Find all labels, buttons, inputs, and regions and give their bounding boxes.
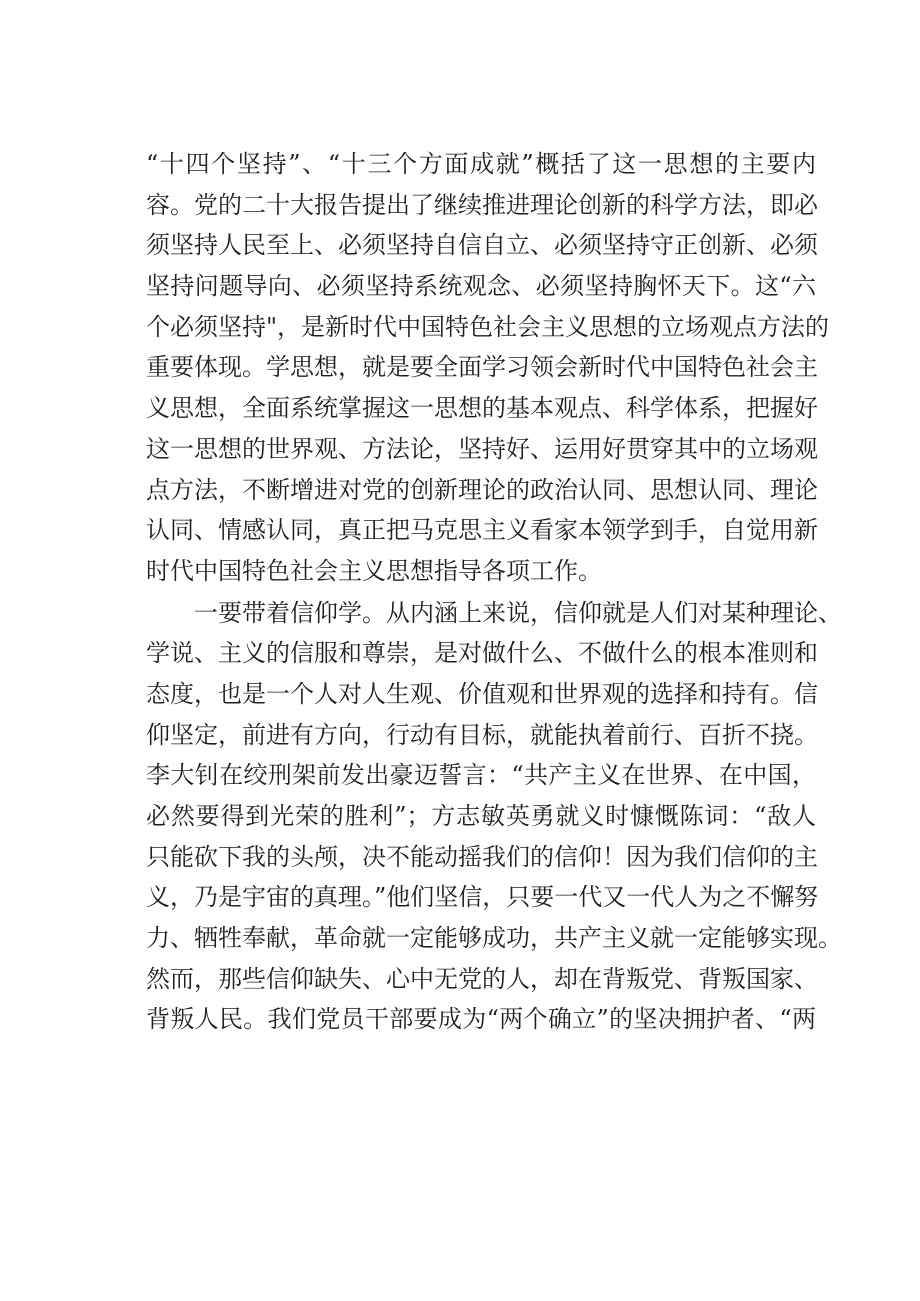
text-line: 力、牺牲奉献，革命就一定能够成功，共产主义就一定能够实现。 bbox=[146, 924, 842, 953]
body-text bbox=[146, 144, 842, 1040]
text-line: 个必须坚持"，是新时代中国特色社会主义思想的立场观点方法的 bbox=[146, 312, 830, 341]
text-line: 点方法，不断增进对党的创新理论的政治认同、思想认同、理论 bbox=[146, 475, 818, 504]
text-line: 背叛人民。我们党员干部要成为“两个确立”的坚决拥护者、“两 bbox=[146, 1005, 816, 1034]
text-line: 李大钊在绞刑架前发出豪迈誓言：“共产主义在世界、在中国， bbox=[146, 761, 816, 790]
text-line: “十四个坚持”、“十三个方面成就”概括了这一思想的主要内 bbox=[146, 150, 816, 178]
text-line: 时代中国特色社会主义思想指导各项工作。 bbox=[146, 556, 602, 585]
text-line: 须坚持人民至上、必须坚持自信自立、必须坚持守正创新、必须 bbox=[146, 231, 818, 260]
text-line: 坚持问题导向、必须坚持系统观念、必须坚持胸怀天下。这“六 bbox=[146, 272, 816, 301]
text-line: 认同、情感认同，真正把马克思主义看家本领学到手，自觉用新 bbox=[146, 516, 818, 545]
text-line: 容。党的二十大报告提出了继续推进理论创新的科学方法，即必 bbox=[146, 190, 818, 219]
text-line: 学说、主义的信服和尊崇，是对做什么、不做什么的根本准则和 bbox=[146, 639, 818, 668]
text-line-first: 一要带着信仰学。从内涵上来说，信仰就是人们对某种理论、 bbox=[194, 598, 842, 627]
text-line: 只能砍下我的头颅，决不能动摇我们的信仰！因为我们信仰的主 bbox=[146, 842, 818, 871]
text-line: 态度，也是一个人对人生观、价值观和世界观的选择和持有。信 bbox=[146, 679, 818, 708]
text-line: 重要体现。学思想，就是要全面学习领会新时代中国特色社会主 bbox=[146, 353, 818, 382]
text-line: 必然要得到光荣的胜利”；方志敏英勇就义时慷慨陈词：“敌人 bbox=[146, 802, 816, 830]
text-line: 仰坚定，前进有方向，行动有目标，就能执着前行、百折不挠。 bbox=[146, 720, 818, 749]
text-line: 义思想，全面系统掌握这一思想的基本观点、科学体系，把握好 bbox=[146, 394, 818, 423]
paragraph-2 bbox=[146, 593, 842, 1041]
text-line: 然而，那些信仰缺失、心中无党的人，却在背叛党、背叛国家、 bbox=[146, 964, 818, 993]
text-line: 这一思想的世界观、方法论，坚持好、运用好贯穿其中的立场观 bbox=[146, 434, 818, 463]
text-line: 义，乃是宇宙的真理。”他们坚信，只要一代又一代人为之不懈努 bbox=[146, 883, 819, 912]
paragraph-1 bbox=[146, 144, 830, 592]
